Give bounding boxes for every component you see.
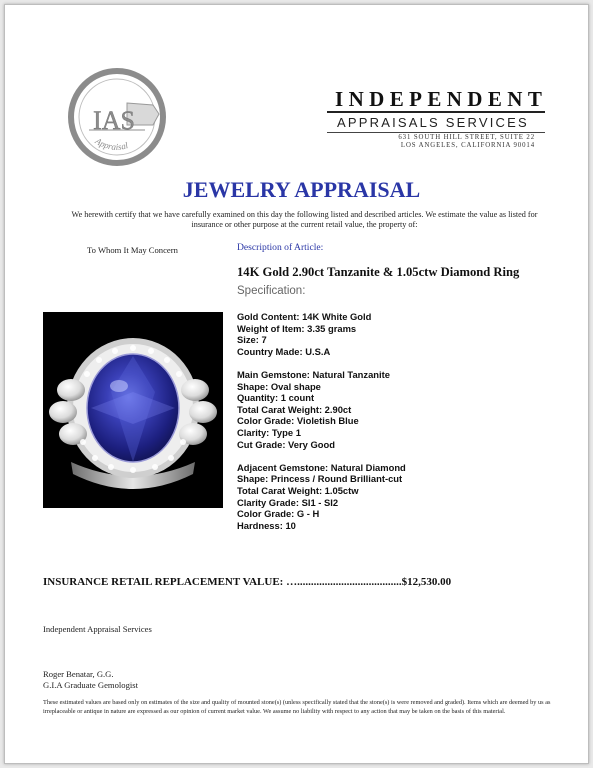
insurance-value: INSURANCE RETAIL REPLACEMENT VALUE: …......................................$12,530.00 bbox=[43, 576, 452, 588]
article-title: 14K Gold 2.90ct Tanzanite & 1.05ctw Diamond Ring bbox=[237, 265, 520, 279]
logo-ring-text: Appraisal bbox=[93, 135, 130, 152]
svg-text:Appraisal bbox=[93, 135, 130, 152]
spec-line: Total Carat Weight: 1.05ctw bbox=[237, 484, 359, 496]
spec-line: Shape: Oval shape bbox=[237, 380, 321, 392]
intro-text: We herewith certify that we have carefully examined on this day the following listed and described articles. We estimate the value as listed for insurance or other purpose at the current retail value, the property of: bbox=[71, 210, 538, 229]
adjacent-gemstone-specs bbox=[237, 462, 557, 532]
description-label: Description of Article: bbox=[237, 242, 324, 253]
disclaimer: These estimated values are based only on estimates of the size and quality of mounted stone(s) (unless specifically stated that the stone(s) is were removed and graded). Items which are deemed by us as irreplaceable or antique in nature are expressed as our opinion of current market value. We assume no liability with respect to any action that may be taken on the basis of this material. bbox=[43, 699, 551, 715]
address-line-2: LOS ANGELES, CALIFORNIA 90014 bbox=[400, 142, 535, 149]
spec-line: Total Carat Weight: 2.90ct bbox=[237, 403, 352, 415]
specifications bbox=[237, 311, 557, 543]
address-line-1: 631 SOUTH HILL STREET, SUITE 22 bbox=[398, 134, 535, 141]
signer-name: Roger Benatar, G.G. bbox=[43, 669, 114, 679]
company-name: INDEPENDENT bbox=[335, 87, 548, 111]
signer-title: G.I.A Graduate Gemologist bbox=[43, 680, 138, 690]
specification-heading: Specification: bbox=[237, 285, 306, 297]
ias-logo bbox=[67, 67, 167, 167]
spec-line: Weight of Item: 3.35 grams bbox=[237, 322, 357, 334]
header-rule bbox=[327, 111, 545, 113]
main-gemstone-specs bbox=[237, 369, 557, 450]
spec-line: Color Grade: Violetish Blue bbox=[237, 415, 359, 427]
spec-line: Clarity: Type 1 bbox=[237, 426, 301, 438]
footer-company: Independent Appraisal Services bbox=[43, 624, 152, 634]
spec-line: Main Gemstone: Natural Tanzanite bbox=[237, 368, 390, 380]
spec-line: Color Grade: G - H bbox=[237, 508, 320, 520]
spec-line: Adjacent Gemstone: Natural Diamond bbox=[237, 461, 406, 473]
spec-line: Quantity: 1 count bbox=[237, 392, 315, 404]
spec-line: Clarity Grade: SI1 - SI2 bbox=[237, 496, 339, 508]
spec-line: Size: 7 bbox=[237, 334, 267, 346]
spec-line: Shape: Princess / Round Brilliant-cut bbox=[237, 473, 403, 485]
gold-specs bbox=[237, 311, 557, 357]
spec-line: Gold Content: 14K White Gold bbox=[237, 311, 372, 322]
logo-monogram: IAS bbox=[93, 106, 135, 135]
document-title: JEWELRY APPRAISAL bbox=[182, 177, 421, 202]
spec-line: Hardness: 10 bbox=[237, 519, 296, 531]
company-subtitle: APPRAISALS SERVICES bbox=[337, 115, 529, 130]
appraisal-document bbox=[4, 4, 589, 764]
ring-photo bbox=[43, 312, 223, 508]
header-rule-thin bbox=[327, 132, 545, 133]
recipient: To Whom It May Concern bbox=[87, 245, 178, 255]
spec-line: Cut Grade: Very Good bbox=[237, 438, 335, 450]
spec-line: Country Made: U.S.A bbox=[237, 345, 331, 357]
